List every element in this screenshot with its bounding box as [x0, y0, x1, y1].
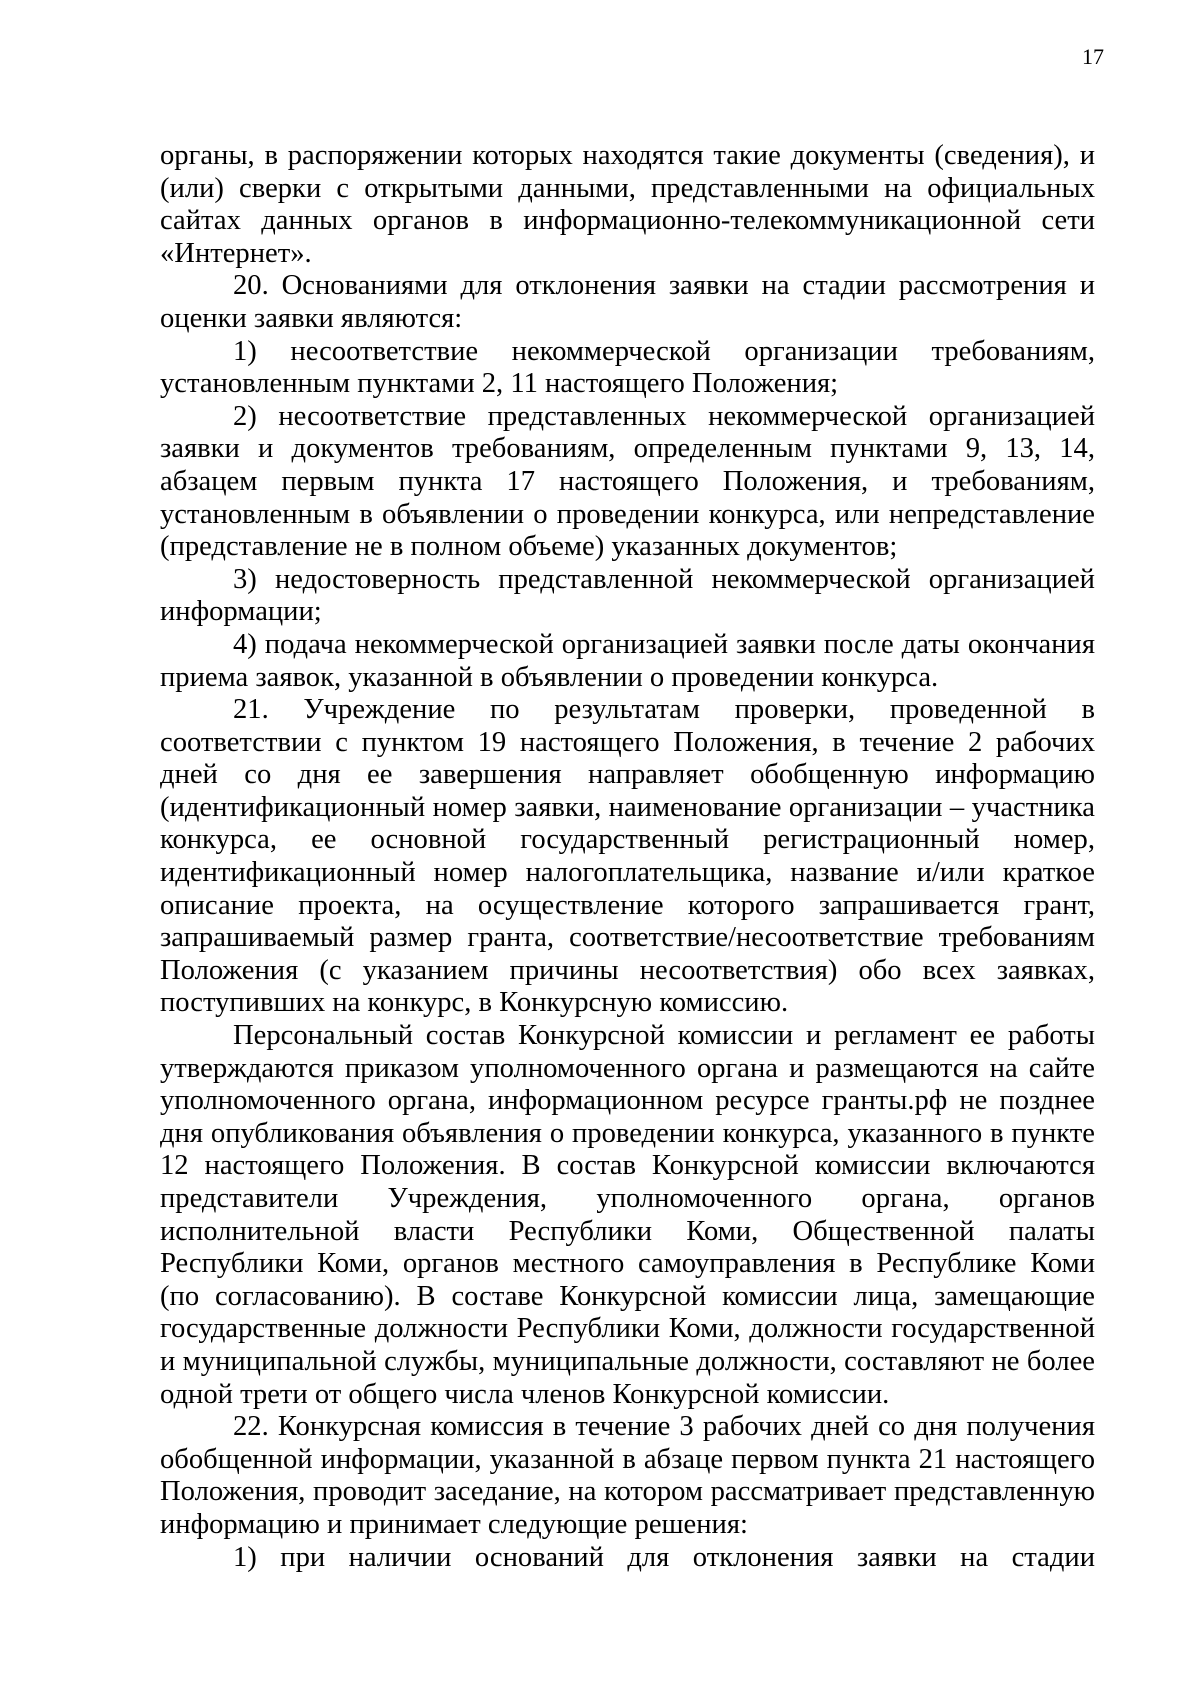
paragraph: 1) при наличии оснований для отклонения заявки на стадии [233, 1541, 1095, 1573]
paragraph: 4) подача некоммерческой организацией заявки после даты окончания приема заявок, указанной в объявлении о проведении конкурса. [160, 628, 1095, 693]
paragraph: 3) недостоверность представленной некоммерческой организацией информации; [160, 563, 1095, 628]
paragraph: 21. Учреждение по результатам проверки, проведенной в соответствии с пунктом 19 настоящего Положения, в течение 2 рабочих дней со дня ее завершения направляет обобщенную информацию (идентификационный номер заявки, наименование организации – участника конкурса, ее основной государственный регистрационный номер, идентификационный номер налогоплательщика, название и/или краткое описание проекта, на осуществление которого запрашивается грант, запрашиваемый размер гранта, соответствие/несоответствие требованиям Положения (с указанием причины несоответствия) обо всех заявках, поступивших на конкурс, в Конкурсную комиссию. [160, 694, 1095, 1019]
paragraph: 22. Конкурсная комиссия в течение 3 рабочих дней со дня получения обобщенной информации, указанной в абзаце первом пункта 21 настоящего Положения, проводит заседание, на котором рассматривает представленную информацию и принимает следующие решения: [160, 1411, 1095, 1540]
paragraph: 20. Основаниями для отклонения заявки на стадии рассмотрения и оценки заявки являются: [160, 270, 1095, 334]
document-body [160, 140, 1095, 1574]
paragraph: 1) несоответствие некоммерческой организации требованиям, установленным пунктами 2, 11 настоящего Положения; [160, 335, 1095, 400]
paragraph: Персональный состав Конкурсной комиссии и регламент ее работы утверждаются приказом уполномоченного органа и размещаются на сайте уполномоченного органа, информационном ресурсе гранты.рф не позднее дня опубликования объявления о проведении конкурса, указанного в пункте 12 настоящего Положения. В состав Конкурсной комиссии включаются представители Учреждения, уполномоченного органа, органов исполнительной власти Республики Коми, Общественной палаты Республики Коми, органов местного самоуправления в Республике Коми (по согласованию). В составе Конкурсной комиссии лица, замещающие государственные должности Республики Коми, должности государственной и муниципальной службы, муниципальные должности, составляют не более одной трети от общего числа членов Конкурсной комиссии. [160, 1020, 1095, 1410]
paragraph: 2) несоответствие представленных некоммерческой организацией заявки и документов требованиям, определенным пунктами 9, 13, 14, абзацем первым пункта 17 настоящего Положения, и требованиям, установленным в объявлении о проведении конкурса, или непредставление (представление не в полном объеме) указанных документов; [160, 400, 1095, 563]
page-number: 17 [1082, 44, 1104, 69]
paragraph: органы, в распоряжении которых находятся такие документы (сведения), и (или) сверки с открытыми данными, представленными на официальных сайтах данных органов в информационно-телекоммуникационной сети «Интернет». [160, 140, 1095, 269]
